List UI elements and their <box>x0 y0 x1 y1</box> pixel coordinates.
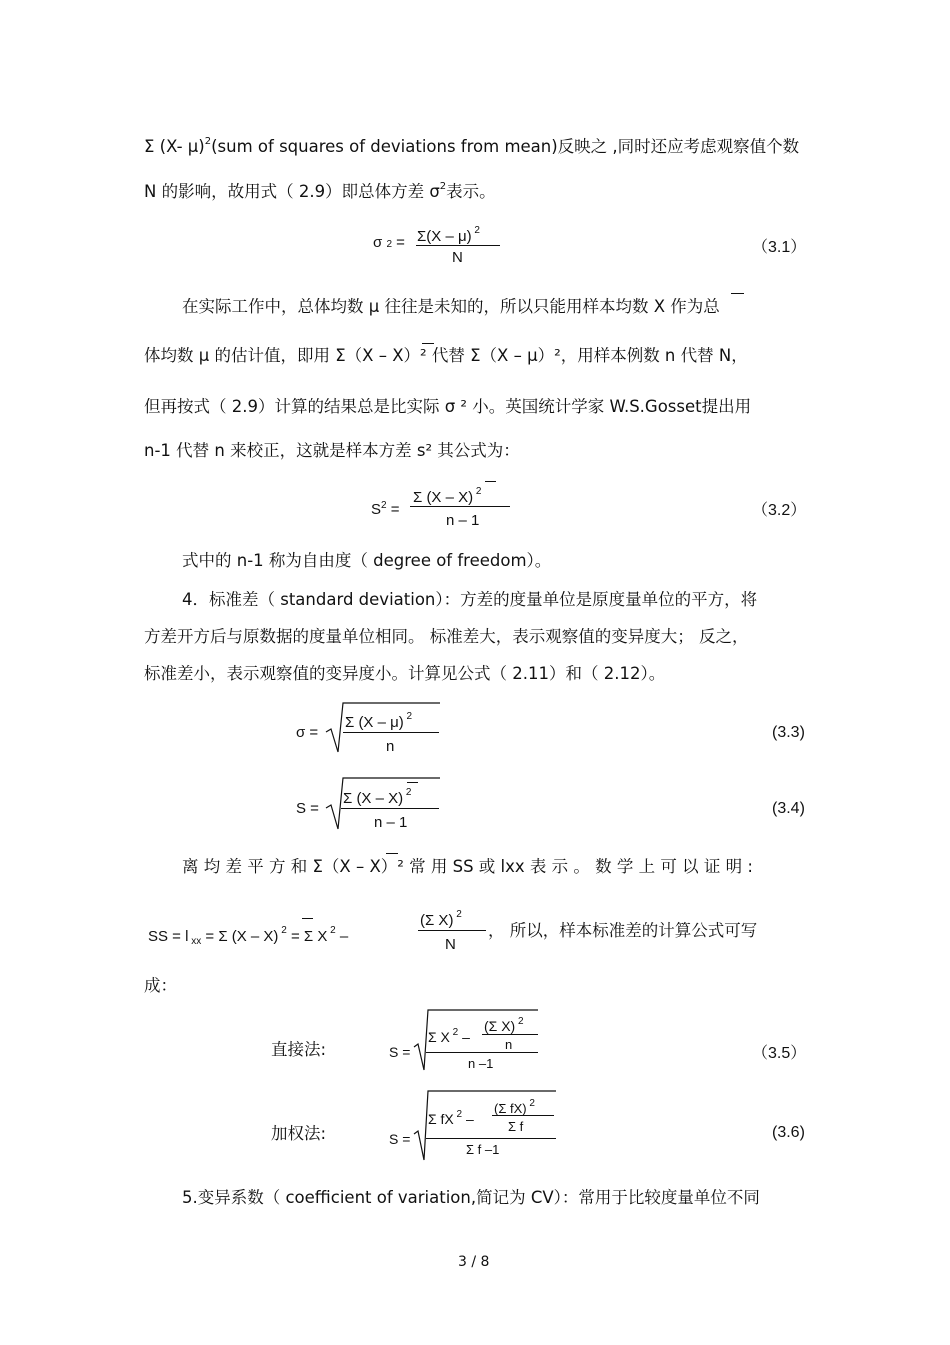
paragraph-line: 式中的 n-1 称为自由度（ degree of freedom）。 <box>182 551 552 570</box>
equation-number: （3.5） <box>752 1045 807 1062</box>
equation-number: （3.2） <box>752 502 807 519</box>
paragraph-line: 4．标准差（ standard deviation）：方差的度量单位是原度量单位的平方，将 <box>182 590 758 609</box>
paragraph-text: (sum of squares of deviations from mean)反映之 ,同时还应考虑观察值个数 <box>211 137 800 156</box>
paragraph-line: 5.变异系数（ coefficient of variation,简记为 CV）：常用于比较度量单位不同 <box>182 1188 760 1207</box>
method-label: 加权法: <box>271 1124 327 1143</box>
paragraph-line: 成： <box>144 976 177 995</box>
page-number: 3 / 8 <box>458 1254 490 1270</box>
paragraph-line: 但再按式（ 2.9）计算的结果总是比实际 σ ² 小。英国统计学家 W.S.Gosset提出用 <box>144 397 752 416</box>
paragraph-line: 体均数 μ 的估计值，即用 Σ（X – X）² 代替 Σ（X – μ）²，用样本例数 n 代替 N， <box>144 346 748 365</box>
paragraph-line: 在实际工作中，总体均数 μ 往往是未知的，所以只能用样本均数 X 作为总 <box>182 297 720 316</box>
paragraph-line: n-1 代替 n 来校正，这就是样本方差 s² 其公式为： <box>144 441 520 460</box>
paragraph-text: ， 所以，样本标准差的计算公式可写 <box>488 921 758 940</box>
paragraph-line: 离 均 差 平 方 和 Σ（X – X）² 常 用 SS 或 lxx 表 示 。 数 学 上 可 以 证 明 : <box>182 857 753 876</box>
formula-text: Σ (X- μ) <box>144 137 205 156</box>
method-label: 直接法: <box>271 1040 327 1059</box>
paragraph-line <box>144 176 496 203</box>
equation-number: (3.3) <box>772 724 805 741</box>
equation-number: （3.1） <box>752 239 807 256</box>
paragraph-line: 标准差小，表示观察值的变异度小。计算见公式（ 2.11）和（ 2.12）。 <box>144 664 666 683</box>
paragraph-line: 方差开方后与原数据的度量单位相同。 标准差大，表示观察值的变异度大； 反之， <box>144 627 749 646</box>
paragraph-text: N 的影响，故用式（ 2.9）即总体方差 σ <box>144 182 440 201</box>
equation-number: (3.6) <box>772 1124 805 1141</box>
equation-number: (3.4) <box>772 800 805 817</box>
superscript: 2 <box>204 136 212 147</box>
paragraph-text: 表示。 <box>446 182 496 201</box>
paragraph-line <box>144 131 799 158</box>
superscript: 2 <box>439 181 447 192</box>
